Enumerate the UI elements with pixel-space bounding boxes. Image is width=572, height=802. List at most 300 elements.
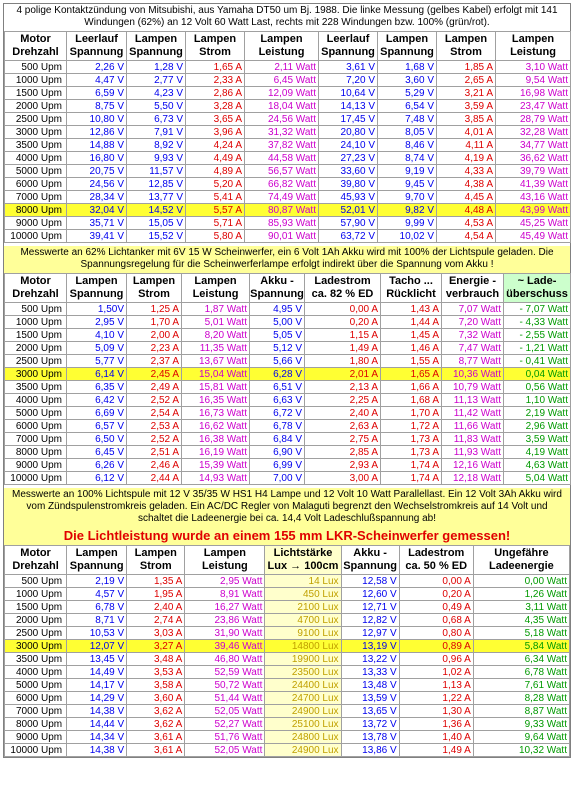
table-cell: 14,38 V [67, 744, 127, 757]
table-row [5, 74, 571, 87]
table-cell: 12,58 V [341, 575, 399, 588]
table-cell: 16,98 Watt [496, 87, 571, 100]
table-row [5, 407, 571, 420]
table-cell: 3,53 A [127, 666, 185, 679]
table-cell: 0,68 A [399, 614, 473, 627]
s1-header-lamp-current-62: Lampen Strom [186, 32, 245, 61]
table-cell: 1,70 A [381, 407, 442, 420]
table-cell: 5,41 A [186, 191, 245, 204]
table-cell: 4000 Upm [5, 666, 67, 679]
s2-header-battery-voltage: Akku - Spannung [250, 274, 305, 303]
table-row [5, 230, 571, 243]
table-cell: 2,85 A [305, 446, 381, 459]
table-cell: 3,03 A [127, 627, 185, 640]
table-cell: 0,20 A [305, 316, 381, 329]
s3-header-lamp-voltage: Lampen Spannung [67, 546, 127, 575]
table-cell: 52,27 Watt [185, 718, 265, 731]
section2-table [4, 273, 571, 485]
s3-header-light-intensity: Lichtstärke Lux → 100cm [265, 546, 341, 575]
table-cell: 1,73 A [381, 433, 442, 446]
table-cell: 2,01 A [305, 368, 381, 381]
table-cell: 2,33 A [186, 74, 245, 87]
table-cell: 14,34 V [67, 731, 127, 744]
table-cell: 0,96 A [399, 653, 473, 666]
table-cell: 1,28 V [127, 61, 186, 74]
table-cell: 12,18 Watt [442, 472, 504, 485]
table-row [5, 152, 571, 165]
table-cell: 10,64 V [319, 87, 378, 100]
table-row [5, 100, 571, 113]
table-cell: 0,20 A [399, 588, 473, 601]
table-row [5, 679, 570, 692]
table-cell: 7,47 Watt [442, 342, 504, 355]
table-cell: 4000 Upm [5, 152, 67, 165]
table-row [5, 178, 571, 191]
table-cell: 9,54 Watt [496, 74, 571, 87]
table-cell: 8,74 V [378, 152, 437, 165]
table-cell: 2,00 A [127, 329, 182, 342]
table-cell: 32,28 Watt [496, 126, 571, 139]
s1-header-lamp-voltage-100: Lampen Spannung [378, 32, 437, 61]
table-cell: 6,78 V [250, 420, 305, 433]
table-cell: 4700 Lux [265, 614, 341, 627]
table-cell: 11,93 Watt [442, 446, 504, 459]
table-cell: 24700 Lux [265, 692, 341, 705]
table-cell: 14,17 V [67, 679, 127, 692]
document-page [3, 3, 571, 758]
table-row [5, 744, 570, 757]
table-cell: 1500 Upm [5, 329, 67, 342]
table-cell: 11,57 V [127, 165, 186, 178]
s1-header-lamp-voltage-62: Lampen Spannung [127, 32, 186, 61]
table-cell: 1,74 A [381, 472, 442, 485]
table-cell: 5,50 V [127, 100, 186, 113]
table-cell: 45,49 Watt [496, 230, 571, 243]
table-cell: 39,80 V [319, 178, 378, 191]
table-cell: 52,01 V [319, 204, 378, 217]
table-cell: 14,88 V [67, 139, 127, 152]
table-cell: 4,54 A [437, 230, 496, 243]
table-cell: 66,82 Watt [245, 178, 319, 191]
table-cell: 12,82 V [341, 614, 399, 627]
table-cell: 3,65 A [186, 113, 245, 126]
table-cell: 1,25 A [127, 303, 182, 316]
table-cell: 6000 Upm [5, 420, 67, 433]
table-cell: 11,42 Watt [442, 407, 504, 420]
table-cell: 3500 Upm [5, 653, 67, 666]
table-cell: 6000 Upm [5, 178, 67, 191]
table-cell: 2,19 Watt [504, 407, 571, 420]
table-cell: 9000 Upm [5, 459, 67, 472]
table-cell: 2000 Upm [5, 100, 67, 113]
table-cell: 8,05 V [378, 126, 437, 139]
table-cell: 43,99 Watt [496, 204, 571, 217]
table-row [5, 446, 571, 459]
table-cell: 2,65 A [437, 74, 496, 87]
s2-header-lamp-current: Lampen Strom [127, 274, 182, 303]
table-cell: 9,99 V [378, 217, 437, 230]
table-cell: 7,07 Watt [442, 303, 504, 316]
table-cell: 4,38 A [437, 178, 496, 191]
table-row [5, 614, 570, 627]
table-cell: 1,70 A [127, 316, 182, 329]
table-cell: 5000 Upm [5, 679, 67, 692]
table-cell: 6,12 V [67, 472, 127, 485]
table-cell: 8,20 Watt [182, 329, 250, 342]
table-cell: 1000 Upm [5, 316, 67, 329]
table-cell: 9100 Lux [265, 627, 341, 640]
s3-header-lamp-current: Lampen Strom [127, 546, 185, 575]
section1-intro: 4 polige Kontaktzündung von Mitsubishi, aus Yamaha DT50 um Bj. 1988. Die linke Messung (gelbes Kabel) erfolgt mit 141 Windungen (62%) an 12 Volt 60 Watt Last, rechts mit 228 Windungen bzw. 100% (grün/rot). [4, 4, 570, 31]
table-cell: 3,48 A [127, 653, 185, 666]
s1-header-rpm: Motor Drehzahl [5, 32, 67, 61]
table-cell: 25100 Lux [265, 718, 341, 731]
table-row [5, 666, 570, 679]
table-cell: 16,80 V [67, 152, 127, 165]
table-row [5, 575, 570, 588]
table-cell: 6,35 V [67, 381, 127, 394]
section1-body [5, 61, 571, 243]
table-cell: 6,34 Watt [473, 653, 569, 666]
table-cell: 450 Lux [265, 588, 341, 601]
table-cell: 10,32 Watt [473, 744, 569, 757]
table-cell: 12,86 V [67, 126, 127, 139]
table-cell: 9,45 V [378, 178, 437, 191]
table-cell: 2500 Upm [5, 355, 67, 368]
table-cell: 6,51 V [250, 381, 305, 394]
table-cell: 8000 Upm [5, 204, 67, 217]
table-row [5, 627, 570, 640]
table-row [5, 126, 571, 139]
table-cell: 13,22 V [341, 653, 399, 666]
table-cell: 13,33 V [341, 666, 399, 679]
table-cell: 16,19 Watt [182, 446, 250, 459]
table-cell: 33,60 V [319, 165, 378, 178]
table-cell: 5,09 V [67, 342, 127, 355]
table-cell: 11,66 Watt [442, 420, 504, 433]
s1-header-lamp-power-100: Lampen Leistung [496, 32, 571, 61]
table-cell: 13,65 V [341, 705, 399, 718]
table-cell: 2,52 A [127, 394, 182, 407]
table-cell: 6,28 V [250, 368, 305, 381]
table-cell: 4,19 A [437, 152, 496, 165]
table-cell: - 0,41 Watt [504, 355, 571, 368]
table-cell: 5,04 Watt [504, 472, 571, 485]
table-cell: 500 Upm [5, 575, 67, 588]
table-cell: 4,45 A [437, 191, 496, 204]
table-row [5, 394, 571, 407]
table-cell: 1,55 A [381, 355, 442, 368]
table-cell: 4000 Upm [5, 394, 67, 407]
table-row [5, 601, 570, 614]
table-cell: 36,62 Watt [496, 152, 571, 165]
table-row [5, 588, 570, 601]
table-cell: 1500 Upm [5, 601, 67, 614]
table-cell: 3000 Upm [5, 640, 67, 653]
table-cell: 4,35 Watt [473, 614, 569, 627]
table-cell: 7,91 V [127, 126, 186, 139]
table-cell: 52,05 Watt [185, 744, 265, 757]
table-cell: 4,01 A [437, 126, 496, 139]
table-cell: 1,65 A [186, 61, 245, 74]
table-cell: 1,49 A [305, 342, 381, 355]
table-row [5, 355, 571, 368]
table-cell: 13,77 V [127, 191, 186, 204]
table-cell: 10,79 Watt [442, 381, 504, 394]
table-cell: 1,40 A [399, 731, 473, 744]
table-cell: 4,33 A [437, 165, 496, 178]
s3-header-rpm: Motor Drehzahl [5, 546, 67, 575]
table-cell: 5000 Upm [5, 407, 67, 420]
table-cell: 14,93 Watt [182, 472, 250, 485]
table-cell: 5000 Upm [5, 165, 67, 178]
table-cell: 0,89 A [399, 640, 473, 653]
table-cell: 2000 Upm [5, 342, 67, 355]
table-cell: 8,46 V [378, 139, 437, 152]
table-row [5, 368, 571, 381]
table-cell: 1,46 A [381, 342, 442, 355]
table-cell: 15,81 Watt [182, 381, 250, 394]
table-cell: 2,19 V [67, 575, 127, 588]
table-cell: 11,13 Watt [442, 394, 504, 407]
table-cell: 13,67 Watt [182, 355, 250, 368]
table-cell: 9,64 Watt [473, 731, 569, 744]
table-cell: 1,22 A [399, 692, 473, 705]
table-cell: 4,19 Watt [504, 446, 571, 459]
table-cell: 1,66 A [381, 381, 442, 394]
table-cell: 3,28 A [186, 100, 245, 113]
table-row [5, 303, 571, 316]
table-cell: 9,93 V [127, 152, 186, 165]
table-cell: - 1,21 Watt [504, 342, 571, 355]
table-cell: 1,35 A [127, 575, 185, 588]
section1-header-row [5, 32, 571, 61]
table-cell: 14800 Lux [265, 640, 341, 653]
table-cell: 5,84 Watt [473, 640, 569, 653]
table-cell: 6,50 V [67, 433, 127, 446]
table-cell: 2,74 A [127, 614, 185, 627]
table-cell: 10000 Upm [5, 744, 67, 757]
table-cell: 27,23 V [319, 152, 378, 165]
table-cell: 23,47 Watt [496, 100, 571, 113]
table-cell: 10,80 V [67, 113, 127, 126]
table-cell: 18,04 Watt [245, 100, 319, 113]
table-row [5, 653, 570, 666]
table-cell: 15,39 Watt [182, 459, 250, 472]
table-cell: 7,32 Watt [442, 329, 504, 342]
table-cell: 80,87 Watt [245, 204, 319, 217]
table-cell: 8,28 Watt [473, 692, 569, 705]
s1-header-idle-voltage-62: Leerlauf Spannung [67, 32, 127, 61]
table-cell: 3,59 Watt [504, 433, 571, 446]
table-cell: 0,00 A [399, 575, 473, 588]
table-cell: 2,51 A [127, 446, 182, 459]
table-cell: 43,16 Watt [496, 191, 571, 204]
table-cell: 4,89 A [186, 165, 245, 178]
table-cell: 90,01 Watt [245, 230, 319, 243]
table-cell: 1000 Upm [5, 588, 67, 601]
table-cell: 23,86 Watt [185, 614, 265, 627]
section3-table [4, 545, 570, 757]
s2-header-charge-current: Ladestrom ca. 82 % ED [305, 274, 381, 303]
table-cell: 0,04 Watt [504, 368, 571, 381]
table-cell: 2,63 A [305, 420, 381, 433]
table-cell: 3,96 A [186, 126, 245, 139]
table-cell: 2,25 A [305, 394, 381, 407]
section3-headline: Die Lichtleistung wurde an einem 155 mm LKR-Scheinwerfer gemessen! [4, 527, 570, 545]
table-cell: 1,44 A [381, 316, 442, 329]
table-cell: 1,68 A [381, 394, 442, 407]
table-cell: 6,26 V [67, 459, 127, 472]
table-cell: 14,13 V [319, 100, 378, 113]
table-cell: 7,00 V [250, 472, 305, 485]
table-cell: 6,72 V [250, 407, 305, 420]
table-cell: 6000 Upm [5, 692, 67, 705]
table-cell: 2,86 A [186, 87, 245, 100]
table-cell: 23500 Lux [265, 666, 341, 679]
table-cell: 57,90 V [319, 217, 378, 230]
table-cell: 2,93 A [305, 459, 381, 472]
table-cell: 14,44 V [67, 718, 127, 731]
table-cell: 4,23 V [127, 87, 186, 100]
table-cell: 1,26 Watt [473, 588, 569, 601]
table-cell: 6,99 V [250, 459, 305, 472]
table-cell: 2,96 Watt [504, 420, 571, 433]
table-cell: 4,63 Watt [504, 459, 571, 472]
table-cell: 5,00 V [250, 316, 305, 329]
table-cell: 6,54 V [378, 100, 437, 113]
table-cell: 6,45 V [67, 446, 127, 459]
table-cell: 24900 Lux [265, 744, 341, 757]
table-cell: 1,95 A [127, 588, 185, 601]
table-cell: 2,54 A [127, 407, 182, 420]
table-cell: 1000 Upm [5, 74, 67, 87]
table-cell: 9000 Upm [5, 217, 67, 230]
table-cell: 51,76 Watt [185, 731, 265, 744]
table-row [5, 87, 571, 100]
table-cell: 31,90 Watt [185, 627, 265, 640]
table-cell: 9,70 V [378, 191, 437, 204]
table-cell: 41,39 Watt [496, 178, 571, 191]
table-cell: 3,62 A [127, 718, 185, 731]
table-cell: 1,36 A [399, 718, 473, 731]
table-cell: 24800 Lux [265, 731, 341, 744]
table-cell: - 4,33 Watt [504, 316, 571, 329]
table-cell: 1500 Upm [5, 87, 67, 100]
s1-header-lamp-power-62: Lampen Leistung [245, 32, 319, 61]
table-cell: 14,38 V [67, 705, 127, 718]
table-cell: 6,57 V [67, 420, 127, 433]
s2-header-energy-consumption: Energie - verbrauch [442, 274, 504, 303]
table-cell: 10,36 Watt [442, 368, 504, 381]
table-cell: 12,09 Watt [245, 87, 319, 100]
table-cell: 4,11 A [437, 139, 496, 152]
table-cell: 7,20 Watt [442, 316, 504, 329]
table-cell: 5,57 A [186, 204, 245, 217]
table-cell: 3500 Upm [5, 139, 67, 152]
table-cell: 15,52 V [127, 230, 186, 243]
s1-header-idle-voltage-100: Leerlauf Spannung [319, 32, 378, 61]
section2-body [5, 303, 571, 485]
table-cell: 10,53 V [67, 627, 127, 640]
table-cell: 2,52 A [127, 433, 182, 446]
s3-header-battery-voltage: Akku - Spannung [341, 546, 399, 575]
table-cell: 5,05 V [250, 329, 305, 342]
table-cell: 39,46 Watt [185, 640, 265, 653]
table-row [5, 204, 571, 217]
table-row [5, 217, 571, 230]
section2-intro: Messwerte an 62% Lichtanker mit 6V 15 W Scheinwerfer, ein 6 Volt 1Ah Akku wird mit 100% der Lichtspule geladen. Die Spannungsregelung für die Scheinwerferlampe erfolgt indirekt über die Spannung vom Akku ! [4, 246, 570, 273]
table-row [5, 329, 571, 342]
table-cell: 56,57 Watt [245, 165, 319, 178]
table-cell: 1,49 A [399, 744, 473, 757]
table-cell: 4,47 V [67, 74, 127, 87]
table-cell: 5,77 V [67, 355, 127, 368]
table-cell: 4,10 V [67, 329, 127, 342]
table-cell: 1,72 A [381, 420, 442, 433]
table-cell: 31,32 Watt [245, 126, 319, 139]
table-cell: 2500 Upm [5, 113, 67, 126]
table-cell: 500 Upm [5, 303, 67, 316]
table-cell: 3,59 A [437, 100, 496, 113]
table-cell: 2,95 Watt [185, 575, 265, 588]
section3-header-row [5, 546, 570, 575]
table-cell: 3,21 A [437, 87, 496, 100]
table-cell: 2,37 A [127, 355, 182, 368]
table-cell: 8,91 Watt [185, 588, 265, 601]
table-cell: 1,73 A [381, 446, 442, 459]
table-row [5, 433, 571, 446]
s2-header-charge-surplus: ~ Lade- überschuss [504, 274, 571, 303]
table-cell: 7,48 V [378, 113, 437, 126]
section3-intro: Messwerte an 100% Lichtspule mit 12 V 35/35 W HS1 H4 Lampe und 12 Volt 10 Watt Parallellast. Ein 12 Volt 3Ah Akku wird vom Zündspulenstromkreis geladen. Ein AC/DC Regler von Malaguti begrenzt den Wechselstromkreis auf 14 Volt und schaltet die Ladeenergie bei ca. 14,4 Volt Ladeschlußspannung ab! [4, 488, 570, 527]
table-cell: 19900 Lux [265, 653, 341, 666]
table-cell: 52,05 Watt [185, 705, 265, 718]
table-cell: - 7,07 Watt [504, 303, 571, 316]
table-cell: 3,62 A [127, 705, 185, 718]
table-cell: 28,34 V [67, 191, 127, 204]
table-cell: 0,00 A [305, 303, 381, 316]
table-cell: 2,13 A [305, 381, 381, 394]
table-cell: 9,19 V [378, 165, 437, 178]
table-cell: 24900 Lux [265, 705, 341, 718]
table-row [5, 165, 571, 178]
table-cell: 20,80 V [319, 126, 378, 139]
s2-header-lamp-power: Lampen Leistung [182, 274, 250, 303]
table-cell: 5,01 Watt [182, 316, 250, 329]
table-cell: 1,87 Watt [182, 303, 250, 316]
table-cell: - 2,55 Watt [504, 329, 571, 342]
s3-header-charge-energy: Ungefähre Ladeenergie [473, 546, 569, 575]
table-cell: 39,79 Watt [496, 165, 571, 178]
table-cell: 2,40 A [305, 407, 381, 420]
table-cell: 3,61 A [127, 744, 185, 757]
table-cell: 16,35 Watt [182, 394, 250, 407]
table-cell: 2,26 V [67, 61, 127, 74]
table-cell: 2500 Upm [5, 627, 67, 640]
table-cell: 2100 Lux [265, 601, 341, 614]
table-cell: 6,90 V [250, 446, 305, 459]
table-cell: 0,49 A [399, 601, 473, 614]
table-cell: 2000 Upm [5, 614, 67, 627]
section3-body [5, 575, 570, 757]
table-cell: 85,93 Watt [245, 217, 319, 230]
table-cell: 500 Upm [5, 61, 67, 74]
table-cell: 12,85 V [127, 178, 186, 191]
table-cell: 34,77 Watt [496, 139, 571, 152]
table-cell: 8,75 V [67, 100, 127, 113]
table-cell: 6,45 Watt [245, 74, 319, 87]
